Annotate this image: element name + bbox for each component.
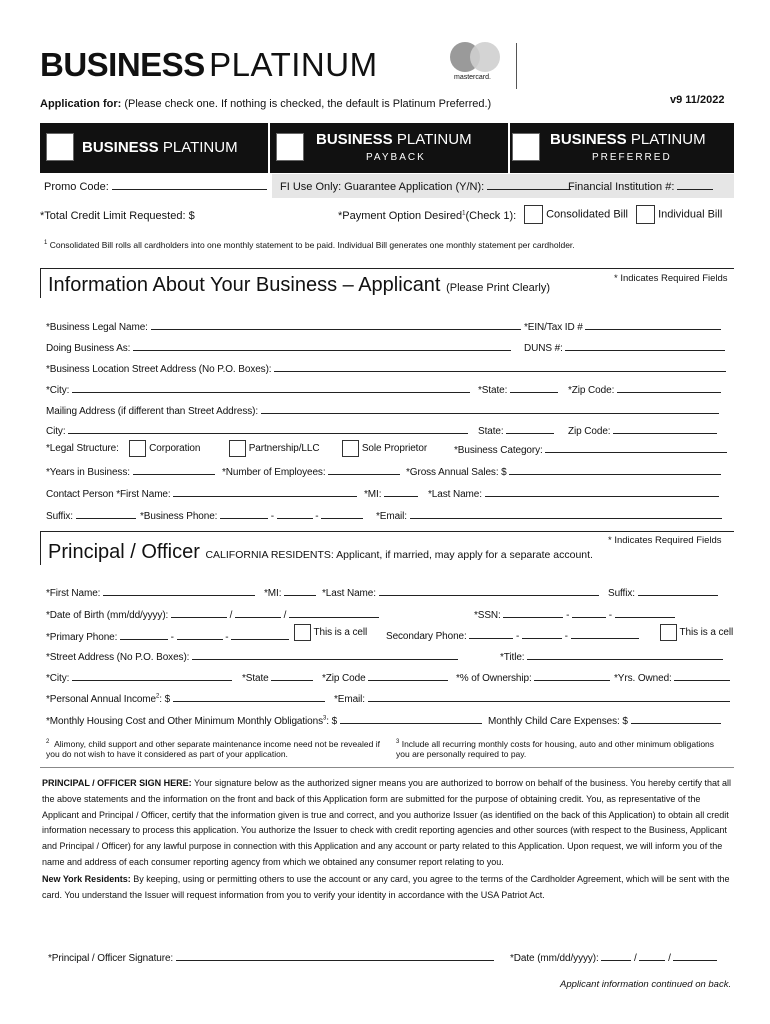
principal-left-rule	[40, 531, 41, 565]
sales-field[interactable]	[406, 465, 721, 478]
p-state-field[interactable]	[242, 671, 313, 684]
p-suffix-label: Suffix:	[608, 588, 635, 599]
contact-mi-field[interactable]	[364, 487, 418, 500]
business-phone-field[interactable]: *Business Phone: - -	[140, 509, 363, 522]
principal-title: Principal / Officer	[48, 541, 200, 563]
fi-use-label: FI Use Only: Guarantee Application (Y/N):	[280, 181, 485, 193]
corporation-label: Corporation	[149, 443, 201, 455]
individual-bill-option[interactable]	[636, 205, 722, 224]
legal-structure-label: *Legal Structure:	[46, 443, 119, 455]
employees-field[interactable]	[222, 465, 400, 478]
business-required-note: * Indicates Required Fields	[614, 273, 728, 284]
business-phone-label: *Business Phone:	[140, 511, 218, 522]
payment-option-suffix: (Check 1):	[465, 210, 517, 222]
city2-label: City:	[46, 426, 66, 437]
p-street-field[interactable]	[46, 650, 458, 663]
contact-suffix-field[interactable]	[46, 509, 136, 522]
contact-suffix-label: Suffix:	[46, 511, 73, 522]
mastercard-logo	[446, 40, 506, 84]
city-field[interactable]	[46, 383, 470, 396]
option-1-label	[82, 139, 238, 156]
option-1-bold: BUSINESS	[82, 139, 159, 156]
ein-label: *EIN/Tax ID #	[524, 322, 583, 333]
p-income-field[interactable]: *Personal Annual Income$^2$: $	[46, 692, 325, 705]
p-dob-label: *Date of Birth (mm/dd/yyyy):	[46, 610, 169, 621]
footnote-1: $^1$ Consolidated Bill rolls all cardholders into one monthly statement to be paid. Individual Bill generates one monthly statement per cardholder.	[44, 240, 575, 250]
credit-limit-label: *Total Credit Limit Requested: $	[40, 210, 195, 222]
footnote-1-text: Consolidated Bill rolls all cardholders into one monthly statement to be paid. Individual Bill generates one monthly statement per cardholder.	[49, 240, 575, 250]
checkbox-business-platinum[interactable]	[46, 133, 74, 161]
principal-top-rule	[40, 531, 734, 532]
p-ssn-field[interactable]: *SSN: - -	[474, 608, 675, 621]
business-section-title	[48, 274, 550, 297]
p-email-field[interactable]	[334, 692, 730, 705]
p-primary-phone-label: *Primary Phone:	[46, 632, 118, 643]
legal-name-label: *Business Legal Name:	[46, 322, 148, 333]
mastercard-circles-icon	[446, 40, 506, 76]
ny-heading: New York Residents:	[42, 874, 131, 884]
option-3-label	[550, 131, 706, 148]
p-last-label: *Last Name:	[322, 588, 376, 599]
mastercard-wordmark: mastercard.	[454, 74, 491, 81]
p-cell1-checkbox[interactable]	[294, 624, 311, 641]
p-dob-field[interactable]: *Date of Birth (mm/dd/yyyy): / /	[46, 608, 379, 621]
signature-field[interactable]	[48, 951, 494, 964]
page-title	[40, 46, 378, 84]
principal-title-note: CALIFORNIA RESIDENTS: Applicant, if married, may apply for a separate account.	[205, 549, 593, 561]
p-secondary-phone-label: Secondary Phone:	[386, 631, 467, 642]
city2-field[interactable]	[46, 424, 468, 437]
business-title: Information About Your Business – Applicant	[48, 274, 441, 296]
p-city-label: *City:	[46, 673, 70, 684]
fi-number-label: Financial Institution #:	[568, 181, 675, 193]
p-childcare-field[interactable]	[488, 714, 721, 727]
ein-field[interactable]	[524, 320, 721, 333]
p-childcare-label: Monthly Child Care Expenses: $	[488, 716, 628, 727]
ny-text: By keeping, using or permitting others to use the account or any card, you agree to the terms of the Cardholder Agreement, which will be sent with the card. You understand the Issuer will request information from you to verify your identity in accordance with the USA Patriot Act.	[42, 874, 730, 900]
title-light: PLATINUM	[209, 46, 378, 83]
footnote-2: $^2$ Alimony, child support and other separate maintenance income need not be revealed if you do not wish to have it considered as part of your application.	[46, 738, 380, 759]
p-primary-phone-field[interactable]: *Primary Phone: - -	[46, 629, 289, 647]
credit-limit-field[interactable]	[40, 210, 195, 222]
p-suffix-field[interactable]	[608, 586, 718, 599]
p-mi-field[interactable]	[264, 586, 316, 599]
option-business-platinum[interactable]	[40, 123, 268, 173]
contact-last-label: *Last Name:	[428, 489, 482, 500]
p-cell1-option[interactable]	[294, 624, 367, 642]
p-ssn-label: *SSN:	[474, 610, 501, 621]
footnote-3: $^3$ Include all recurring monthly costs for housing, auto and other minimum obligations you are personally required to pay.	[396, 738, 715, 759]
business-email-label: *Email:	[376, 511, 407, 522]
state2-field[interactable]	[478, 424, 554, 437]
p-first-label: *First Name:	[46, 588, 101, 599]
option-3-bold: BUSINESS	[550, 131, 627, 148]
option-3-sub: PREFERRED	[592, 152, 672, 163]
mailing-label: Mailing Address (if different than Street Address):	[46, 406, 259, 417]
p-cell2-option[interactable]	[660, 624, 733, 642]
principal-section-title	[48, 541, 593, 564]
p-cell2-label: This is a cell	[679, 627, 734, 639]
p-housing-suffix: : $	[326, 716, 338, 727]
consolidated-checkbox[interactable]	[524, 205, 543, 224]
continued-note: Applicant information continued on back.	[560, 979, 732, 990]
state-field[interactable]	[478, 383, 558, 396]
option-3-light: PLATINUM	[630, 131, 706, 148]
signature-heading: PRINCIPAL / OFFICER SIGN HERE:	[42, 778, 192, 788]
category-field[interactable]	[454, 443, 727, 456]
option-2-bold: BUSINESS	[316, 131, 393, 148]
payment-option: *Payment Option Desired$^1$(Check 1):	[338, 210, 517, 222]
checkbox-platinum-preferred[interactable]	[512, 133, 540, 161]
contact-first-label: Contact Person *First Name:	[46, 489, 171, 500]
business-top-rule	[40, 268, 734, 269]
p-secondary-phone-field[interactable]: Secondary Phone: - -	[386, 629, 639, 642]
checkbox-platinum-payback[interactable]	[276, 133, 304, 161]
p-yrs-owned-field[interactable]	[614, 671, 730, 684]
p-zip-label: *Zip Code	[322, 673, 366, 684]
principal-bottom-rule	[40, 767, 734, 768]
p-title-label: *Title:	[500, 652, 525, 663]
legal-structure-row	[46, 440, 427, 458]
contact-last-field[interactable]	[428, 487, 719, 500]
principal-required-note: * Indicates Required Fields	[608, 535, 722, 546]
p-cell1-label: This is a cell	[313, 627, 368, 639]
dba-field[interactable]	[46, 341, 511, 354]
option-2-sub: PAYBACK	[366, 152, 426, 163]
individual-label: Individual Bill	[658, 208, 723, 221]
application-for	[40, 98, 491, 110]
p-ownership-field[interactable]	[456, 671, 610, 684]
partnership-label: Partnership/LLC	[248, 443, 320, 455]
years-field[interactable]	[46, 465, 215, 478]
zip2-label: Zip Code:	[568, 426, 611, 437]
signature-date-label: *Date (mm/dd/yyyy):	[510, 953, 599, 964]
option-2-light: PLATINUM	[396, 131, 472, 148]
fi-guarantee-field[interactable]	[280, 180, 571, 193]
p-title-field[interactable]	[500, 650, 723, 663]
p-mi-label: *MI:	[264, 588, 282, 599]
option-1-light: PLATINUM	[162, 139, 238, 156]
p-state-label: *State	[242, 673, 269, 684]
title-bold: BUSINESS	[40, 46, 205, 83]
sole-proprietor-checkbox[interactable]	[342, 440, 359, 457]
duns-label: DUNS #:	[524, 343, 563, 354]
footnote-2-text: Alimony, child support and other separate maintenance income need not be revealed if you do not wish to have it considered as part of your application.	[46, 738, 380, 759]
signature-label: *Principal / Officer Signature:	[48, 953, 174, 964]
promo-code-field[interactable]	[44, 180, 267, 193]
state2-label: State:	[478, 426, 504, 437]
product-options-bar	[40, 123, 734, 173]
city-label: *City:	[46, 385, 70, 396]
application-for-note: (Please check one. If nothing is checked, the default is Platinum Preferred.)	[124, 98, 492, 110]
p-zip-field[interactable]	[322, 671, 448, 684]
zip-field[interactable]	[568, 383, 721, 396]
individual-checkbox[interactable]	[636, 205, 655, 224]
state-label: *State:	[478, 385, 508, 396]
option-2-label	[316, 131, 472, 148]
sole-proprietor-label: Sole Proprietor	[361, 443, 428, 455]
partnership-checkbox[interactable]	[229, 440, 246, 457]
years-label: *Years in Business:	[46, 467, 130, 478]
p-cell2-checkbox[interactable]	[660, 624, 677, 641]
payment-option-label: *Payment Option Desired	[338, 210, 463, 222]
header-divider	[516, 43, 517, 89]
p-housing-field[interactable]: *Monthly Housing Cost and Other Minimum Monthly Obligations$^3$: $	[46, 714, 482, 727]
sales-label: *Gross Annual Sales: $	[406, 467, 507, 478]
signature-text: Your signature below as the authorized signer means you are authorized to borrow on behalf of the business. You hereby certify that all the above statements and the information on the front and back of this Application form are submitted for the purpose of obtaining credit. You, as representative of the Applicant and Principal / Officer, certify that the information given is true and correct, and you authorize Issuer (as identified on the back of this Application) to obtain all credit information necessary to process this application. You authorize the Issuer to check with credit reporting agencies and other sources (with respect to the Business, Applicant and Principal / Officer) for any lawful purpose in connection with this Application and any account or party related to this Application. Upon request, we will inform you of the name and address of each consumer reporting agency from which we obtained any consumer report relating to you.	[42, 778, 732, 867]
legal-name-field[interactable]	[46, 320, 521, 333]
p-income-suffix: : $	[159, 694, 171, 705]
ny-paragraph	[42, 872, 732, 904]
p-housing-label: *Monthly Housing Cost and Other Minimum Monthly Obligations	[46, 716, 324, 727]
consolidated-label: Consolidated Bill	[546, 208, 628, 221]
location-label: *Business Location Street Address (No P.O. Boxes):	[46, 364, 272, 375]
consolidated-bill-option[interactable]	[524, 205, 628, 224]
zip2-field[interactable]	[568, 424, 717, 437]
p-last-field[interactable]	[322, 586, 599, 599]
mailing-field[interactable]	[46, 404, 719, 417]
promo-code-label: Promo Code:	[44, 181, 109, 193]
p-ownership-label: *% of Ownership:	[456, 673, 532, 684]
p-first-field[interactable]	[46, 586, 255, 599]
signature-date-field[interactable]: *Date (mm/dd/yyyy): / /	[510, 951, 717, 964]
category-label: *Business Category:	[454, 445, 543, 456]
p-city-field[interactable]	[46, 671, 232, 684]
signature-paragraph	[42, 776, 732, 871]
p-yrs-owned-label: *Yrs. Owned:	[614, 673, 672, 684]
location-field[interactable]	[46, 362, 726, 375]
footnote-3-text: Include all recurring monthly costs for housing, auto and other minimum obligations you are personally required to pay.	[396, 738, 715, 759]
zip-label: *Zip Code:	[568, 385, 615, 396]
fi-number-field[interactable]	[568, 180, 713, 193]
employees-label: *Number of Employees:	[222, 467, 326, 478]
business-left-rule	[40, 268, 41, 298]
contact-first-field[interactable]	[46, 487, 357, 500]
version: v9 11/2022	[670, 94, 725, 106]
p-email-label: *Email:	[334, 694, 365, 705]
dba-label: Doing Business As:	[46, 343, 131, 354]
business-title-note: (Please Print Clearly)	[446, 282, 550, 294]
option-platinum-payback[interactable]	[270, 123, 508, 173]
contact-mi-label: *MI:	[364, 489, 382, 500]
duns-field[interactable]	[524, 341, 725, 354]
business-email-field[interactable]	[376, 509, 722, 522]
application-for-label: Application for:	[40, 98, 122, 110]
p-income-label: *Personal Annual Income	[46, 694, 156, 705]
corporation-checkbox[interactable]	[129, 440, 146, 457]
option-platinum-preferred[interactable]	[510, 123, 734, 173]
p-street-label: *Street Address (No P.O. Boxes):	[46, 652, 190, 663]
